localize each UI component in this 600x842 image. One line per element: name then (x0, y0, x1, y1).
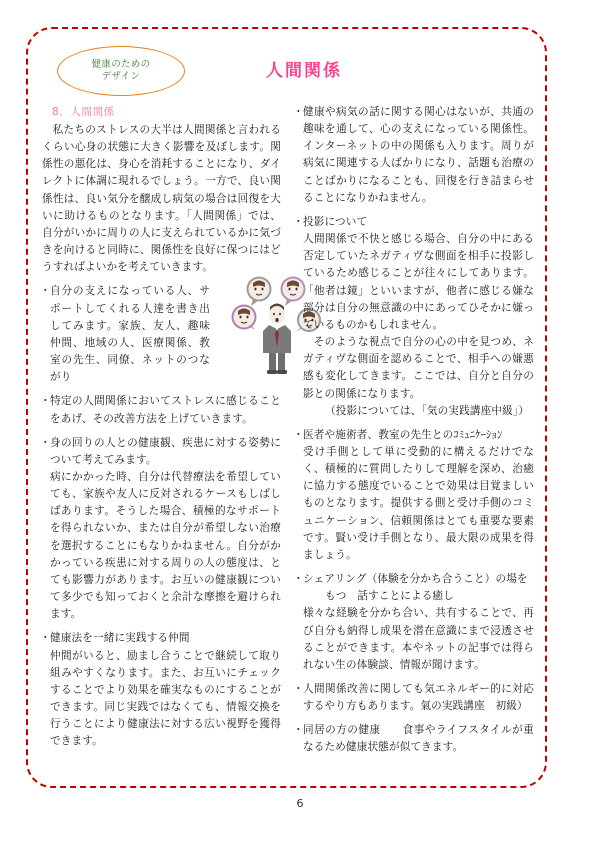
list-item-text: ・ 同居の方の健康 食事やライフスタイルが重なるため健康状態が似てきます。 (303, 724, 534, 754)
list-item (42, 435, 281, 624)
list-item-detail: そのような視点で自分の心の中を見つめ、ネガティヴな側面を認めることで、相手への嫌悪感も変化してきます。ここでは、自分と自分の影との関係になります。 (303, 336, 534, 400)
list-item-text: ・ 健康や病気の話に関する関心はないが、共通の趣味を通して、心の支えになっている関係性。インターネットの中の関係も入ります。周りが病気に関連する人ばかりになり、話題も治療のことばかりになることも、回復を行き詰まらせることになりかねません。 (303, 106, 534, 204)
list-item (295, 722, 534, 756)
list-item-note: （投影については、「気の実践講座中級」） (325, 404, 530, 417)
series-badge (57, 46, 185, 96)
left-column (42, 104, 281, 764)
list-item-text: ・ 特定の人間関係においてストレスに感じることをあげ、その改善方法を上げていきます。 (50, 395, 281, 425)
two-column-body (42, 104, 534, 764)
list-item (42, 393, 281, 427)
list-item (295, 571, 534, 674)
right-column (295, 104, 534, 764)
list-item-text: ・ 自分の支えになっている人、サポートしてくれる人達を書き出してみます。家族、友人、趣味仲間、地域の人、医療関係、教室の先生、同僚、ネットのつながり (50, 285, 210, 384)
page-number: 6 (296, 797, 304, 810)
list-item-text: ・ シェアリング（体験を分かち合うこと）の場を (303, 573, 528, 586)
list-item (295, 681, 534, 715)
list-item-detail: 仲間がいると、励まし合うことで継続して取り組みやすくなります。また、お互いにチェックすることでより効果を確実なものにすることができます。同じ実践ではなくても、情報交換を行うことにより健康法に対する広い視野を獲得できます。 (50, 649, 281, 748)
page-title: 人間関係 (266, 61, 342, 81)
list-item (295, 214, 534, 420)
list-item-text: ・ 身の回りの人との健康観、疾患に対する姿勢について考えてみます。 (50, 436, 281, 466)
intro-paragraph: 私たちのストレスの大半は人間関係と言われるくらい心身の状態に大きく影響を及ぼします。関係性の悪化は、身心を消耗することになり、ダイレクトに体調に現れるでしょう。一方で、良い関係性は、良い気分を醸成し病気の場合は回復を大いに助けるものとなります。「人間関係」では、自分がいかに周りの人に支えられているかに気づきを向けると同時に、関係性を良好に保つにはどうすればよいかを考えていきます。 (42, 124, 281, 274)
list-item (295, 427, 534, 564)
list-item (42, 283, 281, 386)
section-heading: 8．人間関係 (52, 106, 115, 118)
series-badge-line1: 健康のための (91, 59, 151, 71)
list-item-text: ・ 医者や施術者、教室の先生とのｺﾐｭﾆｹｰｼｮﾝ (303, 428, 503, 441)
list-item-detail: 病にかかった時、自分は代替療法を希望していても、家族や友人に反対されるケースもしばしばあります。そうした場合、積極的なサポートを得られないか、または自分が希望しない治療を選択することにもなりかねません。自分がかかっている疾患に対する周りの人の態度は、とても影響力があります。お互いの健康観について多少でも知っておくと余計な摩擦を避けられます。 (50, 470, 281, 621)
list-item-detail: 人間関係で不快と感じる場合、自分の中にある否定していたネガティヴな側面を相手に投影しているため感じることが往々にしてあります。「他者は鏡」といいますが、他者に感じる嫌な部分は自分の無意識の中にあってひそかに嫌っているものかもしれません。 (303, 233, 534, 331)
list-item (42, 630, 281, 750)
list-item-detail: 受け手側として単に受動的に構えるだけでなく、積極的に質問したりして理解を深め、治癒に協力する態度でいることで効果は目覚ましいものとなります。提供する側と受け手側のコミュニケーション、信頼関係はとても重要な要素です。賢い受け手側となり、最大限の成果を得ましょう。 (303, 445, 534, 561)
list-item-detail: 様々な経験を分かち合い、共有することで、再び自分も納得し成果を潜在意識にまで浸透させることができます。本やネットの記事では得られない生の体験談、情報が聞けます。 (303, 607, 534, 671)
list-item-text: ・ 健康法を一緒に実践する仲間 (50, 632, 190, 645)
list-item-subtitle: もつ 話すことによる癒し (325, 590, 454, 603)
list-item-text: ・ 投影について (303, 215, 368, 228)
series-badge-line2: デザイン (101, 71, 141, 82)
right-bullet-list (295, 104, 534, 757)
list-item (295, 104, 534, 207)
list-item-text: ・ 人間関係改善に関しても気エネルギー的に対応するやり方もあります。氣の実践講座 初級） (303, 683, 534, 713)
page-header (26, 34, 547, 96)
left-bullet-list (42, 283, 281, 750)
